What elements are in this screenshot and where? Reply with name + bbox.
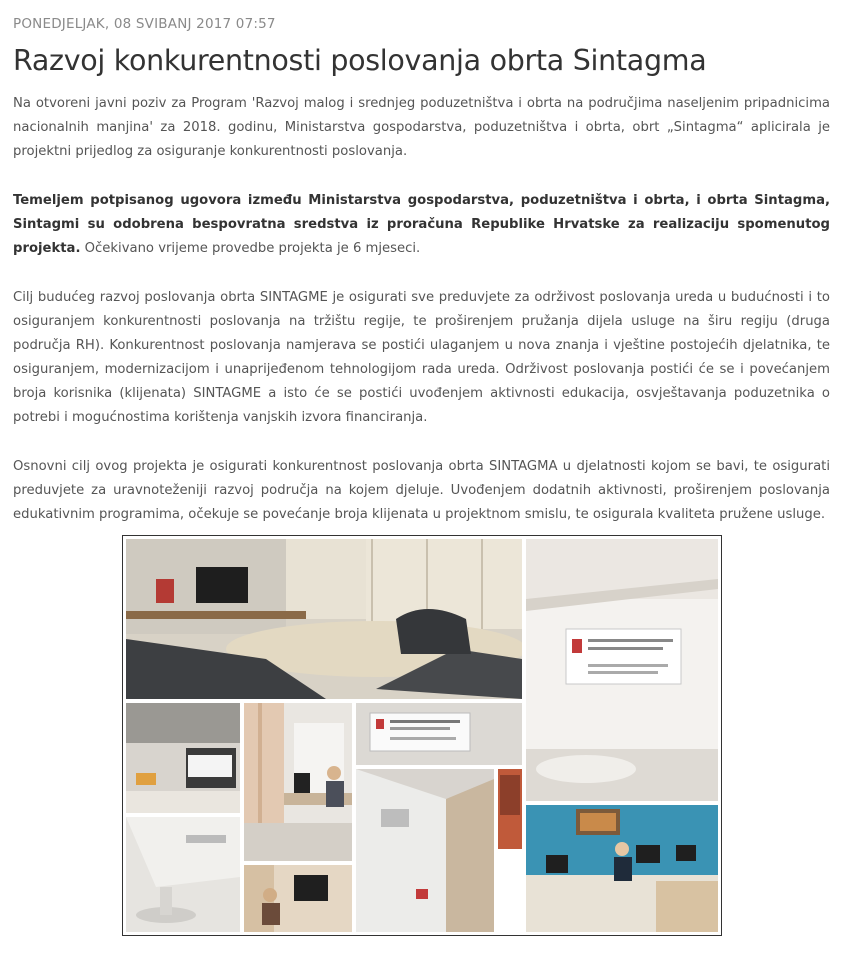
paragraph-4: Osnovni cilj ovog projekta je osigurati konkurentnost poslovanja obrta SINTAGMA u djelatnosti kojom se bavi, te osigurati preduvjete za uravnoteženiji razvoj područja na kojem djeluje. Uvođenjem dodatnih aktivnosti, proširenjem poslovanja edukativnim programima, očekuje se povećanje broja klijenata u projektnom smislu, te osigurala kvaliteta pružene usluge. — [13, 459, 830, 522]
paragraph-2-rest: Očekivano vrijeme provedbe projekta je 6 mjeseci. — [80, 241, 421, 256]
paragraph-2-bold: Temeljem potpisanog ugovora između Ministarstva gospodarstva, poduzetništva i obrta, i obrta Sintagma, Sintagmi su odobrena bespovratna sredstva iz proračuna Republike Hrvatske za realizaciju spomenutog projekta. — [13, 193, 830, 256]
photo-monitor-back — [356, 769, 494, 932]
paragraph-2 — [13, 189, 830, 261]
photo-office-desk — [126, 539, 522, 699]
photo-office-workers — [244, 703, 352, 861]
photo-sign-closeup — [356, 703, 522, 765]
paragraph-1: Na otvoreni javni poziv za Program 'Razvoj malog i srednjeg poduzetništva i obrta na područjima naseljenim pripadnicima nacionalnih manjina' za 2018. godinu, Ministarstva gospodarstva, poduzetništva i obrta, obrt „Sintagma“ aplicirala je projektni prijedlog za osiguranje konkurentnosti poslovanja. — [13, 96, 830, 159]
photo-monitor-stand — [126, 817, 240, 932]
article-title: Razvoj konkurentnosti poslovanja obrta Sintagma — [13, 44, 707, 77]
photo-desk-sign — [126, 703, 240, 813]
photo-workstation — [244, 865, 352, 932]
photo-painting — [498, 769, 522, 849]
photo-wall-sign — [526, 539, 718, 801]
paragraph-3: Cilj budućeg razvoj poslovanja obrta SINTAGME je osigurati sve preduvjete za održivost poslovanja ureda u budućnosti i to osiguranjem konkurentnosti poslovanja na tržištu regije, te proširenjem pružanja dijela usluge na širu regiju (druga područja RH). Konkurentnost poslovanja namjerava se postići ulaganjem u nova znanja i vještine postojećih djelatnika, te osiguranjem, modernizacijom i unaprijeđenom tehnologijom rada ureda. Održivost poslovanja postići će se i povećanjem broja korisnika (klijenata) SINTAGME a isto će se postići uvođenjem aktivnosti edukacija, osvještavanja poduzetnika o potrebi i mogućnostima korištenja vanjskih izvora financiranja. — [13, 290, 830, 425]
photo-blue-office — [526, 805, 718, 932]
photo-collage — [122, 535, 722, 936]
article-date: PONEDJELJAK, 08 SVIBANJ 2017 07:57 — [13, 16, 276, 32]
